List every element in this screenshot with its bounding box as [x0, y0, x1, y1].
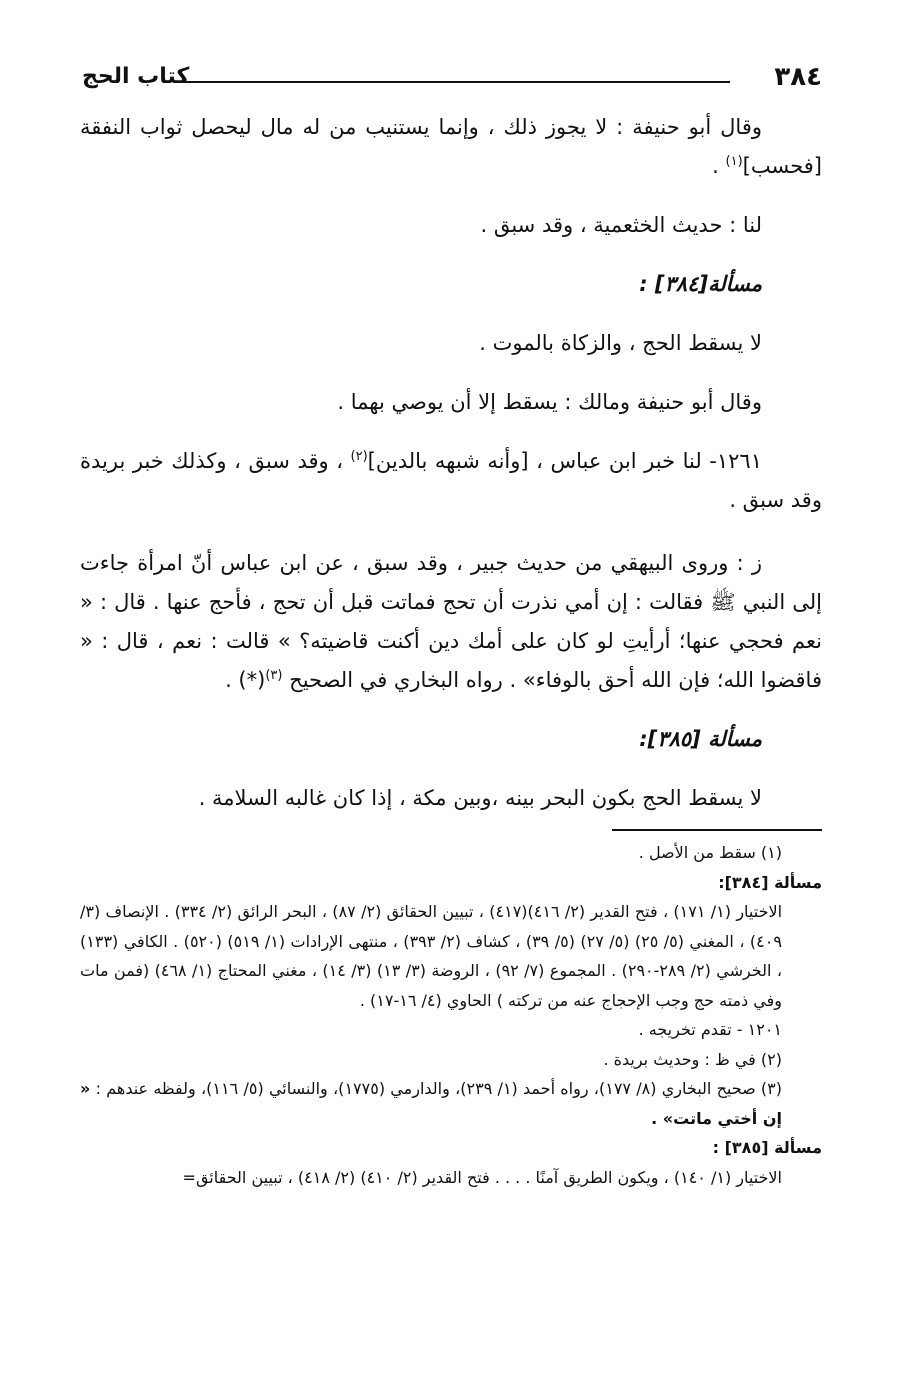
footnote-sources-384: الاختيار (١/ ١٧١) ، فتح القدير (٢/ ٤١٦)(٤١٧) ، تبيين الحقائق (٢/ ٨٧) ، البحر الرائق (٢/ ٣٣٤) . الإنصاف (٣/ ٤٠٩) ، المغني (٥/ ٢٥) (٥/ ٢٧) (٥/ ٣٩) ، كشاف (٢/ ٣٩٣) ، منتهى الإرادات (١/ ٥١٩) (٥٢٠) . الكافي (١٣٣) ، الخرشي (٢/ ٢٨٩-٢٩٠) . المجموع (٧/ ٩٢) ، الروضة (٣/ ١٣) (٣/ ١٤) ، مغني المحتاج (١/ ٤٦٨) (فمن مات وفي ذمته حج وجب الإحجاج عنه من تركته ) الحاوي (٤/ ١٦-١٧) . — [80, 902, 783, 1010]
footnote-1201: ١٢٠١ - تقدم تخريجه . — [638, 1020, 782, 1039]
footnote-sources-385: الاختيار (١/ ١٤٠) ، ويكون الطريق آمنًا . . . . فتح القدير (٢/ ٤١٠) (٢/ ٤١٨) ، تبيين الحقائق= — [182, 1167, 782, 1187]
footnotes — [80, 838, 822, 1192]
footnote-2: (٢) في ظ : وحديث بريدة . — [603, 1049, 782, 1069]
paragraph-hajj-not-dropped: لا يسقط الحج ، والزكاة بالموت . — [479, 331, 762, 355]
paragraph-hadith-1261: ١٢٦١- لنا خبر ابن عباس ، [وأنه شبهه بالدين]$^{(٢)}$ ، وقد سبق ، وكذلك خبر بريدة وقد سبق . — [80, 449, 822, 512]
masala-heading-384: مسألة[٣٨٤] : — [639, 272, 762, 296]
paragraph-bayhaqi: ز : ورو​ى البيهقي من حديث جبير ، وقد سبق ، عن ابن عباس أنّ امرأة جاءت إلى النبي ﷺ فقالت : إن أمي نذرت أن تحج فماتت قبل أن تحج ، فأحج عنها . قال : « نعم فحجي عنها؛ أرأيتِ لو كان على أمك دين أكنت قاضيته؟ » قالت : نعم ، قال : « فاقضوا الله؛ فإن الله أحق بالوفاء» . رواه البخاري في الصحيح $^{(٣)}$(*) . — [80, 551, 822, 692]
footnote-divider — [612, 829, 822, 831]
page-header — [82, 62, 822, 102]
footnote-ref-1: (١) — [725, 154, 743, 169]
footnote-ref-2: (٢) — [350, 449, 368, 464]
main-text — [80, 108, 822, 818]
paragraph-abu-hanifa: وقال أبو حنيفة : لا يجوز ذلك ، وإنما يستنيب من له مال ليحصل ثواب النفقة [فحسب]$^{(١)}$ . — [80, 115, 822, 178]
paragraph-sea-travel: لا يسقط الحج بكون البحر بينه ،وبين مكة ، إذا كان غالبه السلامة . — [198, 786, 762, 810]
paragraph-lana-khathamiya: لنا : حديث الخثعمية ، وقد سبق . — [480, 213, 762, 237]
footnote-3: (٣) صحيح البخاري (٨/ ١٧٧)، رواه أحمد (١/ ٢٣٩)، والدارمي (١٧٧٥)، والنسائي (٥/ ١١٦)، ولفظه عندهم : « إن أختي ماتت» . — [80, 1079, 783, 1128]
paragraph-abu-hanifa-malik: وقال أبو حنيفة ومالك : يسقط إلا أن يوصي بهما . — [337, 390, 762, 414]
header-rule — [178, 81, 730, 83]
footnote-masala-384: مسألة [٣٨٤]: — [718, 872, 822, 892]
page-number: ٣٨٤ — [774, 62, 822, 92]
footnote-1: (١) سقط من الأصل . — [638, 843, 782, 862]
masala-heading-385: مسألة [٣٨٥]: — [639, 727, 762, 751]
book-title: كتاب الحج — [82, 64, 190, 89]
footnote-masala-385: مسألة [٣٨٥] : — [712, 1138, 822, 1157]
footnote-ref-3: (٣) — [265, 668, 283, 683]
